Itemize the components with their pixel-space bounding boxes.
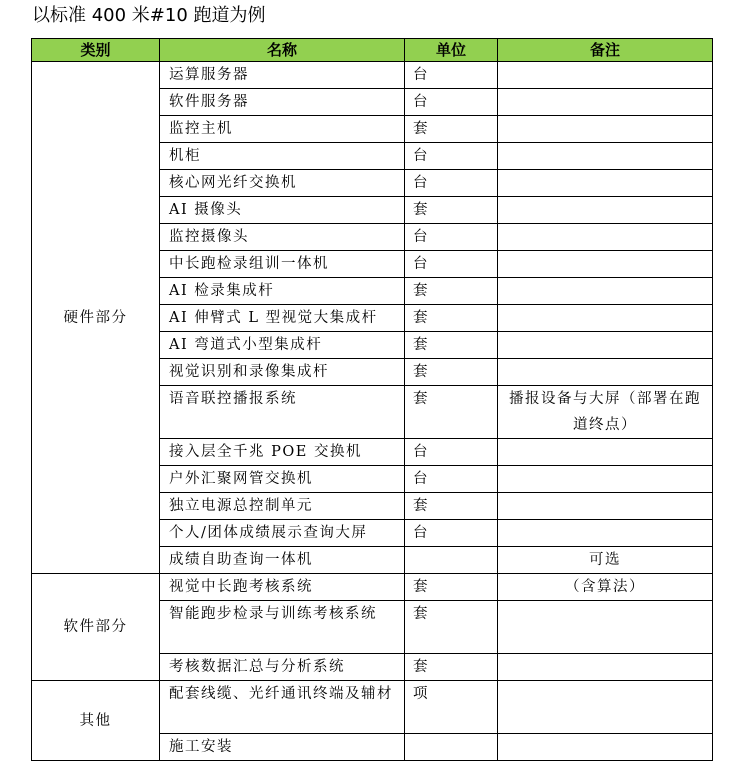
item-name: 成绩自助查询一体机 [160, 547, 405, 574]
item-note [498, 197, 713, 224]
item-name: AI 检录集成杆 [160, 278, 405, 305]
item-name: 考核数据汇总与分析系统 [160, 654, 405, 681]
item-name: 接入层全千兆 POE 交换机 [160, 439, 405, 466]
item-unit: 套 [405, 305, 498, 332]
item-name: 中长跑检录组训一体机 [160, 251, 405, 278]
item-unit: 套 [405, 493, 498, 520]
item-note [498, 439, 713, 466]
header-category: 类别 [32, 39, 160, 62]
item-name: 个人/团体成绩展示查询大屏 [160, 520, 405, 547]
item-name: 视觉中长跑考核系统 [160, 574, 405, 601]
item-unit: 项 [405, 681, 498, 734]
item-name: 户外汇聚网管交换机 [160, 466, 405, 493]
item-name: 监控摄像头 [160, 224, 405, 251]
item-name: AI 摄像头 [160, 197, 405, 224]
item-note [498, 278, 713, 305]
item-unit: 台 [405, 224, 498, 251]
header-name: 名称 [160, 39, 405, 62]
page-heading: 以标准 400 米#10 跑道为例 [32, 5, 266, 26]
item-name: 视觉识别和录像集成杆 [160, 359, 405, 386]
table-row [32, 574, 713, 601]
table-row [32, 62, 713, 89]
category-other: 其他 [32, 681, 160, 761]
item-name: 监控主机 [160, 116, 405, 143]
item-note [498, 654, 713, 681]
item-note [498, 734, 713, 761]
item-note [498, 116, 713, 143]
item-note [498, 332, 713, 359]
item-name: 施工安装 [160, 734, 405, 761]
item-unit: 台 [405, 466, 498, 493]
item-unit: 套 [405, 359, 498, 386]
item-name: AI 弯道式小型集成杆 [160, 332, 405, 359]
item-unit: 台 [405, 439, 498, 466]
category-hardware: 硬件部分 [32, 62, 160, 574]
item-note [498, 143, 713, 170]
item-unit: 套 [405, 278, 498, 305]
item-name: 智能跑步检录与训练考核系统 [160, 601, 405, 654]
item-unit: 台 [405, 143, 498, 170]
item-name: 软件服务器 [160, 89, 405, 116]
table-header-row [32, 39, 713, 62]
item-name: 核心网光纤交换机 [160, 170, 405, 197]
item-name: 机柜 [160, 143, 405, 170]
item-unit: 套 [405, 332, 498, 359]
item-name: 独立电源总控制单元 [160, 493, 405, 520]
item-note: （含算法） [498, 574, 713, 601]
item-unit: 套 [405, 601, 498, 654]
item-note [498, 359, 713, 386]
item-unit: 台 [405, 62, 498, 89]
item-name: 配套线缆、光纤通讯终端及辅材 [160, 681, 405, 734]
item-note [498, 466, 713, 493]
item-note [498, 89, 713, 116]
item-unit: 套 [405, 116, 498, 143]
category-software: 软件部分 [32, 574, 160, 681]
item-note [498, 493, 713, 520]
item-note [498, 681, 713, 734]
item-note [498, 305, 713, 332]
item-note [498, 170, 713, 197]
item-unit: 台 [405, 251, 498, 278]
item-name: AI 伸臂式 L 型视觉大集成杆 [160, 305, 405, 332]
item-name: 运算服务器 [160, 62, 405, 89]
item-note [498, 62, 713, 89]
item-note [498, 601, 713, 654]
header-unit: 单位 [405, 39, 498, 62]
item-unit: 台 [405, 170, 498, 197]
item-unit [405, 734, 498, 761]
item-unit: 套 [405, 574, 498, 601]
item-unit: 套 [405, 386, 498, 439]
item-unit: 套 [405, 197, 498, 224]
item-unit: 台 [405, 89, 498, 116]
item-note: 播报设备与大屏（部署在跑道终点） [498, 386, 713, 439]
equipment-table [31, 38, 713, 761]
item-note: 可选 [498, 547, 713, 574]
header-note: 备注 [498, 39, 713, 62]
item-name: 语音联控播报系统 [160, 386, 405, 439]
table-row [32, 681, 713, 734]
item-note [498, 520, 713, 547]
item-note [498, 251, 713, 278]
item-unit: 台 [405, 520, 498, 547]
item-unit: 套 [405, 654, 498, 681]
item-note [498, 224, 713, 251]
item-unit [405, 547, 498, 574]
